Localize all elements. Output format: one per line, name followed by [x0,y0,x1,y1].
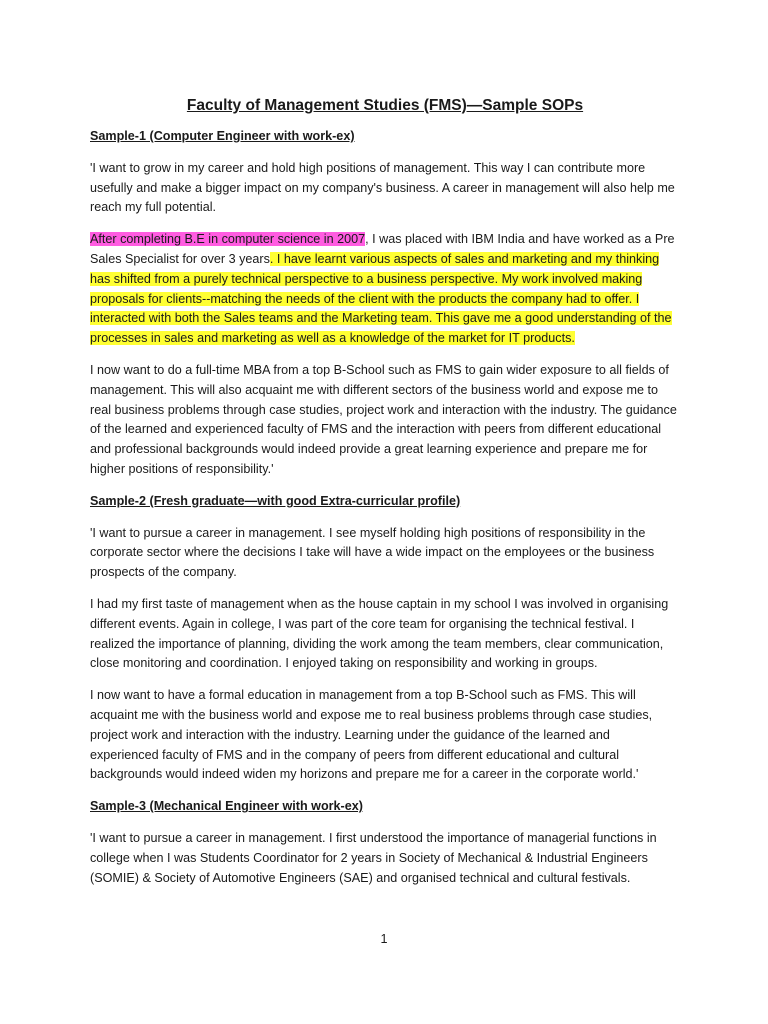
page-number: 1 [380,932,388,946]
yellow-highlight-text: . I have learnt various aspects of sales and marketing and my thinking has shifted from a purely technical perspective to a business perspective. My work involved making proposals for clients--matching the needs of the client with the products the company had to offer. I interacted with both the Sales teams and the Marketing team. This gave me a good understanding of the processes in sales and marketing as well as a knowledge of the market for IT products. [90,251,672,346]
sample-1-paragraph-2 [90,230,680,349]
sample-2-paragraph-1: 'I want to pursue a career in management. I see myself holding high positions of responsibility in the corporate sector where the decisions I take will have a wide impact on the employees or the business prospects of the company. [90,525,655,580]
sample-1-paragraph-1: 'I want to grow in my career and hold high positions of management. This way I can contribute more usefully and make a bigger impact on my company's business. A career in management will also help me reach my full potential. [90,160,675,215]
sample-2-paragraph-3: I now want to have a formal education in management from a top B-School such as FMS. This will acquaint me with the business world and expose me to real business problems through case studies, project work and interaction with the industry. Learning under the guidance of the learned and experienced faculty of FMS and in the company of peers from different educational and cultural backgrounds would indeed widen my horizons and prepare me for a career in the corporate world.' [90,688,653,782]
sample-3-paragraph-1: 'I want to pursue a career in management. I first understood the importance of managerial functions in college when I was Students Coordinator for 2 years in Society of Mechanical & Industrial Engineers (SOMIE) & Society of Automotive Engineers (SAE) and organised technical and cultural festivals. [90,830,657,885]
document-title: Faculty of Management Studies (FMS)—Sample SOPs [186,97,584,114]
plain-text: , I was placed with IBM India and have worked as a Pre Sales Specialist for over 3 years [90,232,675,266]
sample-1-paragraph-3: I now want to do a full-time MBA from a top B-School such as FMS to gain wider exposure to all fields of management. This will also acquaint me with different sectors of the business world and expose me to real business problems through case studies, project work and interaction with the industry. The guidance of the learned and experienced faculty of FMS and the interaction with peers from different educational and professional backgrounds would indeed provide a great learning experience and prepare me for higher positions of responsibility.' [90,362,677,476]
sample-1-heading: Sample-1 (Computer Engineer with work-ex) [90,129,355,143]
sample-2-heading: Sample-2 (Fresh graduate—with good Extra-curricular profile) [90,493,461,508]
pink-highlight-text: After completing B.E in computer science in 2007 [90,232,366,247]
sample-3-heading: Sample-3 (Mechanical Engineer with work-ex) [90,799,363,814]
document-body [90,95,680,900]
sample-2-paragraph-2: I had my first taste of management when as the house captain in my school I was involved in organising different events. Again in college, I was part of the core team for organising the technical festival. I realized the importance of planning, dividing the work among the team members, clear communication, close monitoring and coordination. I enjoyed taking on responsibility and working in groups. [90,596,669,671]
